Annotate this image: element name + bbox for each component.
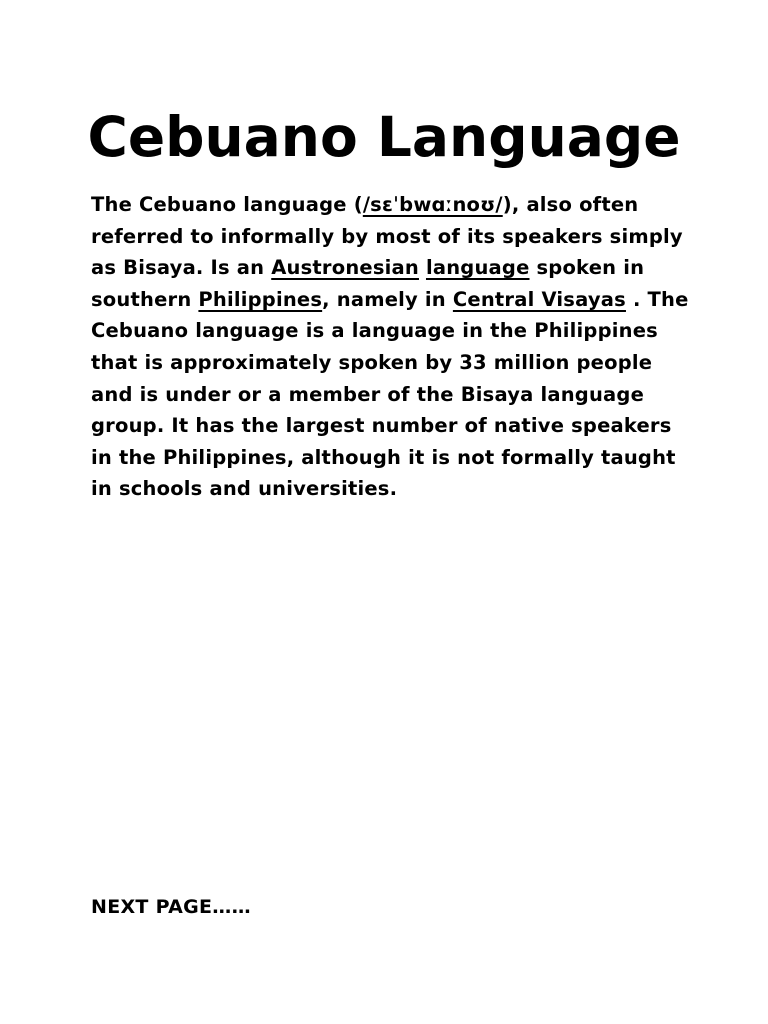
paragraph-line-10: in schools and universities.: [91, 477, 398, 501]
austronesian-link[interactable]: Austronesian: [271, 256, 419, 280]
paragraph-line-1: [91, 189, 691, 221]
line-3-text-start: as Bisaya. Is an: [91, 256, 272, 280]
paragraph-line-7: and is under or a member of the Bisaya language: [91, 382, 644, 406]
line-4-text-start: southern: [91, 287, 199, 311]
line-4-text-mid: , namely in: [322, 287, 453, 311]
next-page-label: NEXT PAGE……: [91, 896, 251, 918]
central-visayas-link[interactable]: Central Visayas: [452, 287, 626, 311]
line-3-text-end: spoken in: [529, 256, 645, 280]
line-3-space: [419, 256, 426, 279]
line-1-text-end: ), also often: [502, 193, 639, 216]
paragraph-line-3: [91, 252, 691, 284]
paragraph-line-6: that is approximately spoken by 33 million people: [91, 350, 653, 374]
philippines-link[interactable]: Philippines: [198, 287, 323, 311]
body-paragraph: [91, 189, 691, 505]
ipa-pronunciation-link[interactable]: /sɛˈbwɑːnoʊ/: [362, 193, 503, 216]
line-4-text-end: . The: [625, 287, 689, 311]
paragraph-line-9: in the Philippines, although it is not formally taught: [91, 445, 676, 469]
paragraph-line-8: group. It has the largest number of native speakers: [91, 414, 672, 438]
language-link[interactable]: language: [425, 256, 530, 280]
page-title: Cebuano Language: [87, 105, 681, 169]
paragraph-line-2: referred to informally by most of its speakers simply: [91, 224, 683, 248]
line-1-text-start: The Cebuano language (: [91, 193, 363, 216]
paragraph-line-5: Cebuano language is a language in the Philippines: [91, 319, 658, 343]
paragraph-line-4: [91, 284, 691, 316]
